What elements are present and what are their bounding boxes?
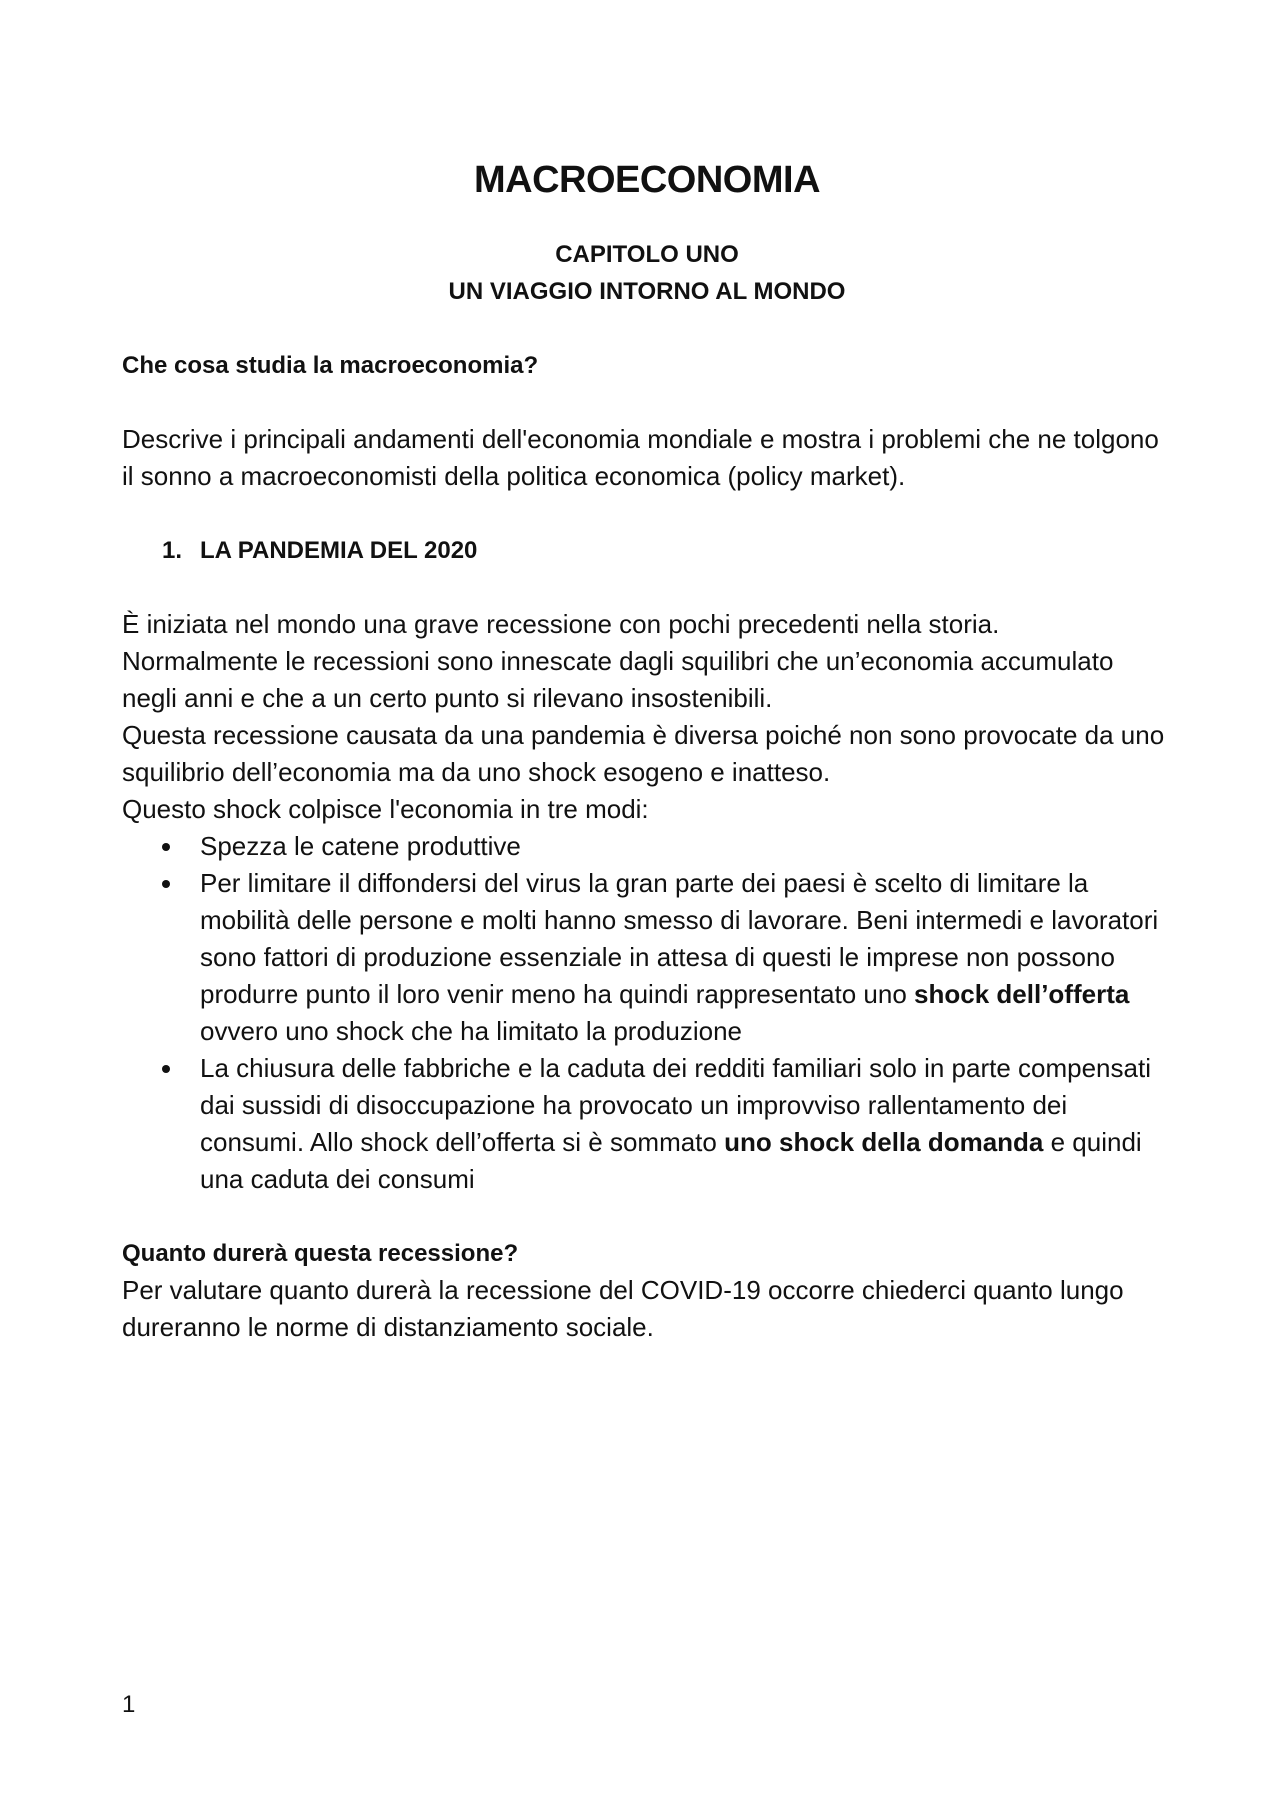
page-content (122, 150, 1172, 1346)
list-item: Per limitare il diffondersi del virus la gran parte dei paesi è scelto di limitare la mobilità delle persone e molti hanno smesso di lavorare. Beni intermedi e lavoratori sono fattori di produzione essenziale in attesa di questi le imprese non possono produrre punto il loro venir meno ha quindi rappresentato uno shock dell’offerta ovvero uno shock che ha limitato la produzione (122, 865, 1172, 1050)
document-title: MACROECONOMIA (473, 159, 821, 201)
paragraph-normal-recessions: Normalmente le recessioni sono innescate dagli squilibri che un’economia accumulato negli anni e che a un certo punto si rilevano insostenibili. (122, 646, 1114, 713)
paragraph-duration: Per valutare quanto durerà la recessione del COVID-19 occorre chiederci quanto lungo dureranno le norme di distanziamento sociale. (122, 1275, 1124, 1342)
list-item: La chiusura delle fabbriche e la caduta dei redditi familiari solo in parte compensati dai sussidi di disoccupazione ha provocato un improvviso rallentamento dei consumi. Allo shock dell’offerta si è sommato uno shock della domanda e quindi una caduta dei consumi (122, 1050, 1172, 1198)
bullet-icon (162, 843, 170, 851)
section-heading-what-studies: Che cosa studia la macroeconomia? (122, 352, 539, 379)
paragraph-three-ways: Questo shock colpisce l'economia in tre modi: (122, 794, 649, 824)
bullet-list (122, 828, 1172, 1198)
chapter-heading (122, 236, 1172, 310)
bold-term-demand-shock: uno shock della domanda (724, 1127, 1044, 1157)
paragraph-recession-start: È iniziata nel mondo una grave recessione con pochi precedenti nella storia. (122, 609, 1000, 639)
numbered-heading-pandemic (162, 532, 1172, 569)
list-item: Spezza le catene produttive (122, 828, 1172, 865)
chapter-title: UN VIAGGIO INTORNO AL MONDO (448, 278, 846, 305)
heading-number: 1. (162, 537, 183, 564)
page-number: 1 (122, 1691, 136, 1718)
heading-text: LA PANDEMIA DEL 2020 (200, 537, 478, 564)
section-heading-duration: Quanto durerà questa recessione? (122, 1240, 519, 1267)
paragraph-pandemic-recession: Questa recessione causata da una pandemia è diversa poiché non sono provocate da uno squilibrio dell’economia ma da uno shock esogeno e inatteso. (122, 720, 1165, 787)
bold-term-supply-shock: shock dell’offerta (914, 979, 1130, 1009)
chapter-number: CAPITOLO UNO (555, 241, 739, 268)
bullet-icon (162, 1065, 170, 1073)
bullet-icon (162, 880, 170, 888)
section-paragraph-description: Descrive i principali andamenti dell'economia mondiale e mostra i problemi che ne tolgono il sonno a macroeconomisti della politica economica (policy market). (122, 424, 1159, 491)
